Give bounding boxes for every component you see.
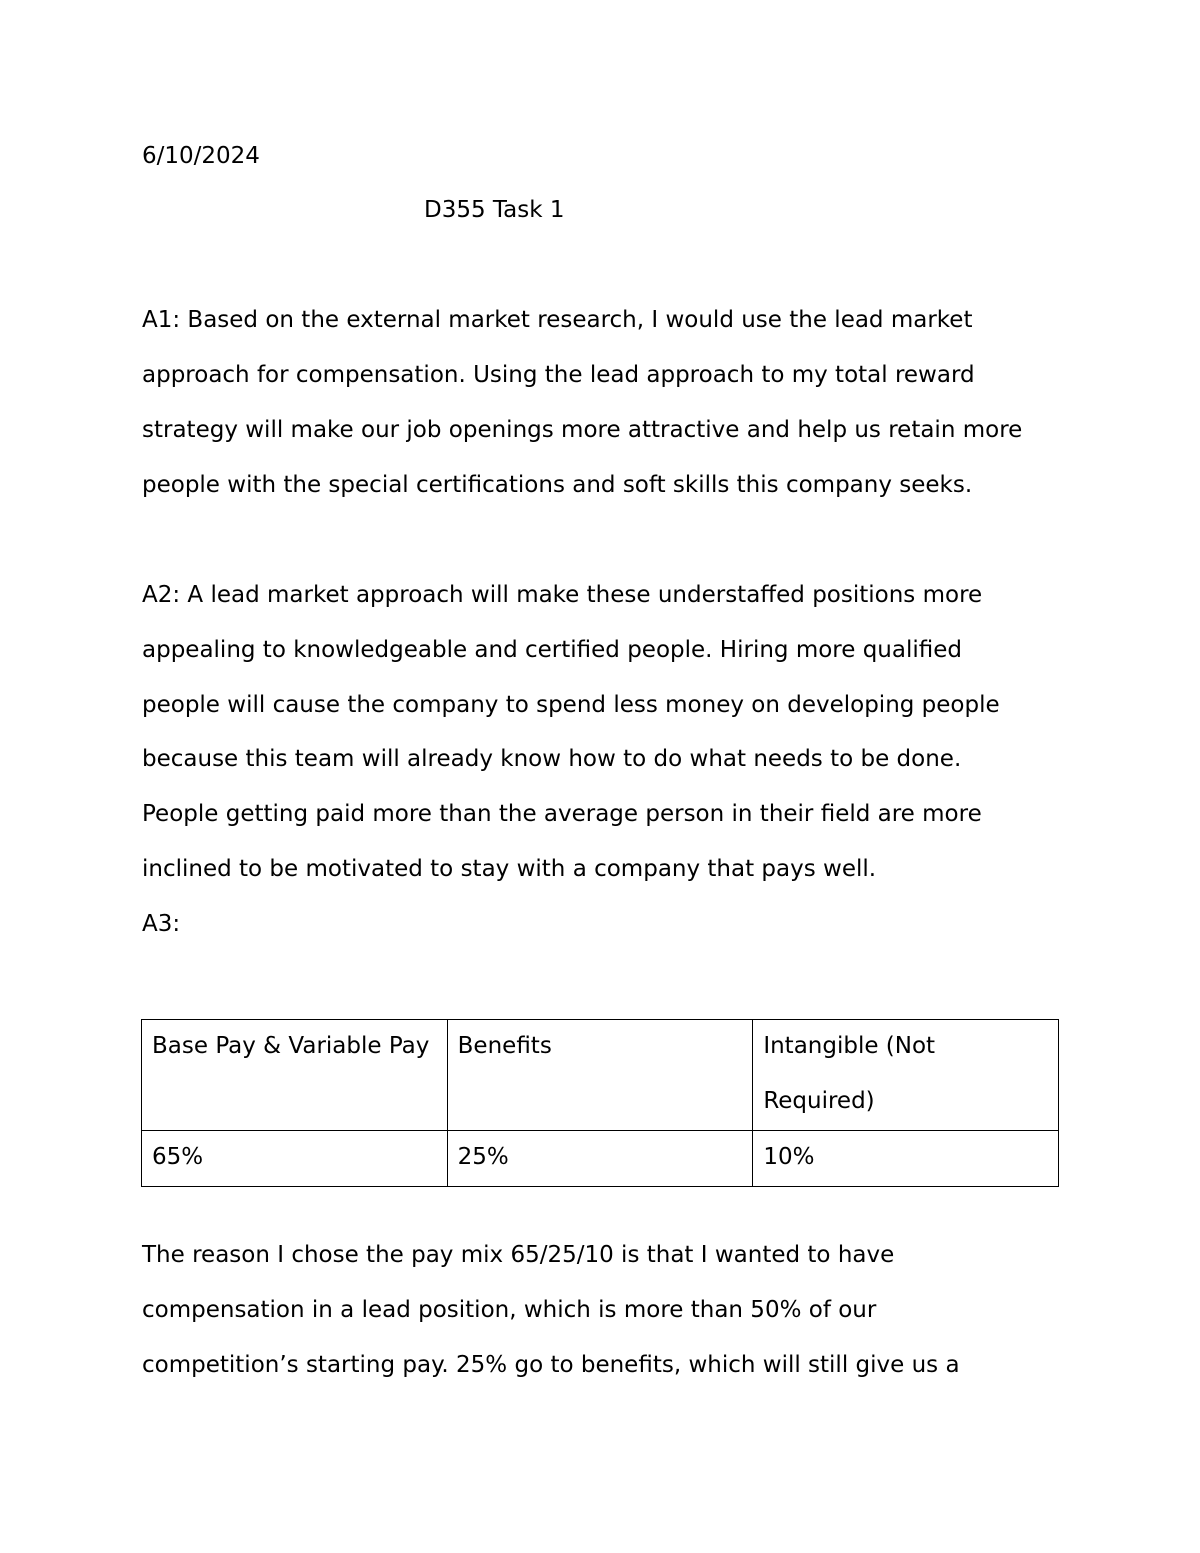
table-header-cell — [447, 1020, 753, 1131]
table-header-cell — [753, 1020, 1059, 1131]
closing-line-3: competition’s starting pay. 25% go to benefits, which will still give us a — [142, 1352, 960, 1378]
value-benefits: 25% — [457, 1144, 509, 1170]
document-date: 6/10/2024 — [142, 143, 260, 169]
document-title: D355 Task 1 — [424, 197, 565, 223]
a2-line-5: People getting paid more than the average person in their field are more — [142, 801, 982, 827]
table-row — [142, 1131, 1059, 1187]
closing-line-1: The reason I chose the pay mix 65/25/10 is that I wanted to have — [142, 1242, 895, 1268]
a1-line-1: A1: Based on the external market research, I would use the lead market — [142, 307, 973, 333]
value-intangible: 10% — [763, 1144, 815, 1170]
closing-line-2: compensation in a lead position, which is more than 50% of our — [142, 1297, 877, 1323]
a2-line-4: because this team will already know how to do what needs to be done. — [142, 746, 962, 772]
header-benefits: Benefits — [457, 1033, 552, 1059]
a1-line-4: people with the special certifications and soft skills this company seeks. — [142, 472, 973, 498]
table-cell — [753, 1131, 1059, 1187]
a2-line-2: appealing to knowledgeable and certified people. Hiring more qualified — [142, 637, 962, 663]
a2-line-3: people will cause the company to spend less money on developing people — [142, 692, 1000, 718]
a2-line-1: A2: A lead market approach will make these understaffed positions more — [142, 582, 983, 608]
table-cell — [447, 1131, 753, 1187]
a1-line-2: approach for compensation. Using the lead approach to my total reward — [142, 362, 975, 388]
a1-line-3: strategy will make our job openings more attractive and help us retain more — [142, 417, 1023, 443]
pay-mix-table — [141, 1019, 1059, 1187]
a3-label: A3: — [142, 911, 181, 937]
value-base-pay: 65% — [152, 1144, 204, 1170]
table-header-cell — [142, 1020, 448, 1131]
table-cell — [142, 1131, 448, 1187]
a2-line-6: inclined to be motivated to stay with a company that pays well. — [142, 856, 877, 882]
header-base-pay: Base Pay & Variable Pay — [152, 1033, 430, 1059]
table-header-row — [142, 1020, 1059, 1131]
header-intangible: Intangible (Not Required) — [763, 1033, 936, 1114]
